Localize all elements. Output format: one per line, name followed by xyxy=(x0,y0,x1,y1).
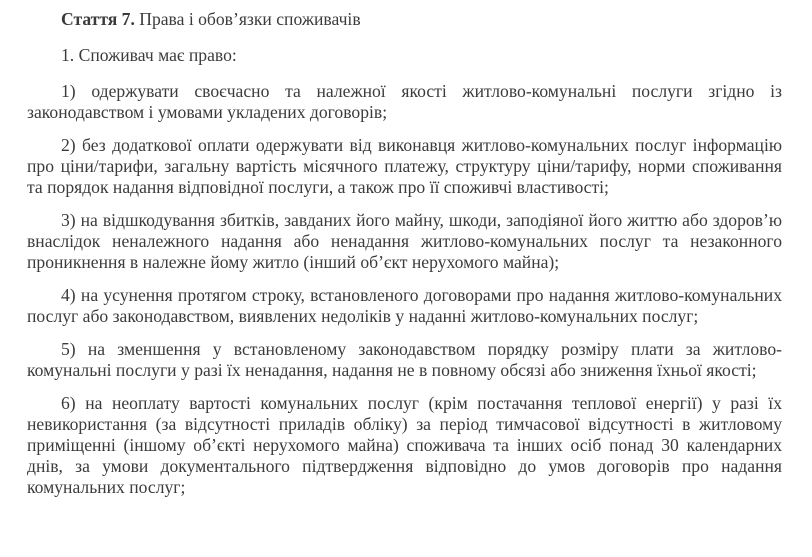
rights-item-2: 2) без додаткової оплати одержувати від виконавця житлово-комунальних послуг інформацію про ціни/тарифи, загальну вартість місячного платежу, структуру ціни/тарифу, норми споживання та порядок надання відповідної послуги, а також про її споживчі властивості; xyxy=(27,135,782,197)
rights-item-3: 3) на відшкодування збитків, завданих його майну, шкоди, заподіяної його життю або здоров’ю внаслідок неналежного надання або ненадання житлово-комунальних послуг та незаконного проникнення в належне йому житло (інший об’єкт нерухомого майна); xyxy=(27,210,782,272)
article-title: Права і обов’язки споживачів xyxy=(139,9,361,29)
rights-item-4: 4) на усунення протягом строку, встановленого договорами про надання житлово-комунальних послуг або законодавством, виявлених недоліків у наданні житлово-комунальних послуг; xyxy=(27,285,782,326)
intro-paragraph: 1. Споживач має право: xyxy=(61,45,237,65)
rights-item-1: 1) одержувати своєчасно та належної якості житлово-комунальні послуги згідно із законодавством і умовами укладених договорів; xyxy=(27,81,782,122)
rights-item-5: 5) на зменшення у встановленому законодавством порядку розміру плати за житлово-комунальні послуги у разі їх ненадання, надання не в повному обсязі або зниження їхньої якості; xyxy=(27,339,782,380)
article-number: Стаття 7. xyxy=(61,9,135,29)
rights-item-6: 6) на неоплату вартості комунальних послуг (крім постачання теплової енергії) у разі їх невикористання (за відсутності приладів обліку) за період тимчасової відсутності в житловому приміщенні (іншому об’єкті нерухомого майна) споживача та інших осіб понад 30 календарних днів, за умови документального підтвердження відповідно до умов договорів про надання комунальних послуг; xyxy=(27,393,782,497)
article-heading xyxy=(27,9,782,30)
